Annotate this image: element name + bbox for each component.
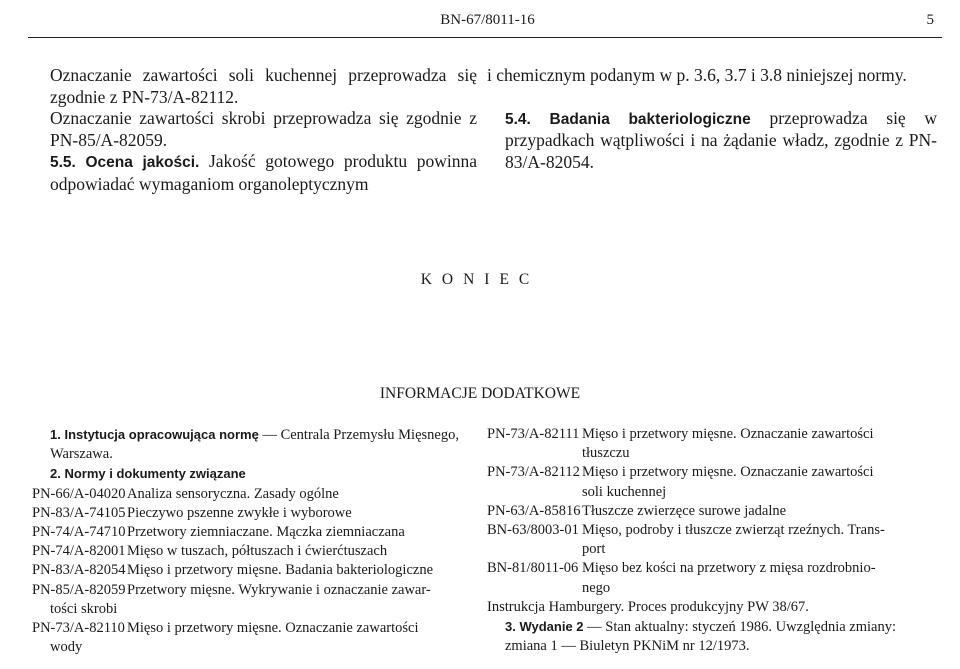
standard-entry	[487, 521, 937, 540]
standard-title: Mięso i przetwory mięsne. Badania bakteriologiczne	[127, 562, 434, 579]
standard-entry	[32, 485, 477, 504]
standard-code: PN-83/A-74105	[32, 504, 126, 521]
standard-title: Mięso i przetwory mięsne. Oznaczanie zawartości	[582, 426, 874, 442]
standard-code: PN-73/A-82112	[487, 464, 580, 481]
item-1-number: 1.	[50, 427, 61, 442]
header-rule	[28, 37, 942, 38]
standard-code: PN-74/A-74710	[32, 524, 126, 541]
standard-entry	[32, 542, 477, 561]
standards-list-right	[487, 425, 937, 598]
standard-title: Mięso i przetwory mięsne. Oznaczanie zawartości	[127, 620, 419, 637]
standard-title: Przetwory ziemniaczane. Mączka ziemniaczana	[127, 524, 405, 541]
item-1-text: — Centrala Przemysłu Mięsnego, Warszawa.	[50, 427, 459, 463]
starch-paragraph: Oznaczanie zawartości skrobi przeprowadza się zgodnie z PN-85/A-82059.	[50, 108, 477, 150]
standard-entry	[487, 502, 937, 521]
standard-title: Analiza sensoryczna. Zasady ogólne	[127, 485, 339, 502]
standard-entry	[32, 523, 477, 542]
standard-entry-continuation-row	[487, 579, 937, 598]
left-column-text	[32, 65, 477, 195]
standard-title: Przetwory mięsne. Wykrywanie i oznaczanie zawar-	[127, 581, 431, 598]
item-3-number: 3.	[505, 619, 516, 635]
section-5-5-number: 5.5.	[50, 154, 76, 171]
item-3-title: Wydanie 2	[519, 619, 584, 635]
standard-entry-continuation-row	[487, 540, 937, 559]
item-3-text: — Stan aktualny: styczeń 1986. Uwzględnia zmiany: zmiana 1 — Biuletyn PKNiM nr 12/1973.	[505, 619, 897, 655]
standard-title: Pieczywo pszenne zwykłe i wyborowe	[127, 504, 352, 521]
standard-entry	[32, 561, 477, 580]
standard-title-continuation: tłuszczu	[582, 445, 630, 462]
additional-info-title: INFORMACJE DODATKOWE	[379, 385, 581, 402]
document-code: BN-67/8011-16	[440, 12, 535, 28]
instruction-line: Instrukcja Hamburgery. Proces produkcyjny PW 38/67.	[487, 598, 809, 615]
standard-title-continuation: nego	[582, 579, 611, 596]
salt-paragraph: Oznaczanie zawartości soli kuchennej przeprowadza się zgodnie z PN-73/A-82112.	[50, 65, 477, 107]
standard-entry	[487, 559, 937, 578]
right-column-text	[487, 65, 937, 173]
standard-code: PN-83/A-82054	[32, 562, 126, 579]
standard-entry	[487, 463, 937, 482]
standard-code: PN-85/A-82059	[32, 581, 126, 598]
section-5-4-title: Badania bakteriologiczne	[549, 110, 751, 128]
standard-title-continuation: port	[582, 541, 606, 558]
item-1	[32, 425, 477, 464]
item-1-title: Instytucja opracowująca normę	[64, 427, 259, 442]
end-marker: KONIEC	[420, 271, 540, 288]
item-2	[32, 464, 477, 484]
standard-entry-continuation-row	[487, 444, 937, 463]
section-5-5	[32, 151, 477, 195]
item-2-title: Normy i dokumenty związane	[64, 466, 246, 482]
standard-title-continuation: wody	[50, 639, 83, 656]
standard-entry	[32, 504, 477, 523]
additional-info-right	[487, 425, 937, 656]
section-5-5-title: Ocena jakości.	[85, 154, 200, 171]
item-3	[487, 617, 937, 656]
standard-entry	[487, 425, 937, 444]
standard-entry-continuation-row	[487, 483, 937, 502]
section-5-4-number: 5.4.	[505, 110, 531, 128]
standard-code: PN-73/A-82111	[487, 426, 580, 442]
standard-title-continuation: soli kuchennej	[582, 483, 667, 500]
section-5-4-text: przeprowadza się w przypadkach wątpliwości i na żądanie władz, zgodnie z PN-83/A-82054.	[505, 107, 938, 172]
section-5-4	[487, 108, 937, 174]
page-number: 5	[926, 12, 934, 28]
standard-title: Mięso bez kości na przetwory z mięsa rozdrobnio-	[582, 560, 876, 577]
standard-title: Tłuszcze zwierzęce surowe jadalne	[582, 502, 787, 519]
additional-info-left	[32, 425, 477, 657]
chemical-paragraph: i chemicznym podanym w p. 3.6, 3.7 i 3.8 niniejszej normy.	[487, 65, 907, 85]
standards-list-left	[32, 485, 477, 658]
standard-code: PN-73/A-82110	[32, 620, 125, 637]
standard-code: PN-63/A-85816	[487, 502, 581, 519]
standard-code: PN-74/A-82001	[32, 543, 126, 560]
standard-entry	[32, 619, 477, 638]
standard-code: BN-81/8011-06	[487, 560, 579, 577]
standard-title: Mięso w tuszach, półtuszach i ćwierćtuszach	[127, 543, 388, 560]
standard-title-continuation: tości skrobi	[50, 600, 118, 617]
standard-code: BN-63/8003-01	[487, 522, 579, 539]
standard-title: Mięso, podroby i tłuszcze zwierząt rzeźnych. Trans-	[582, 522, 885, 539]
standard-title: Mięso i przetwory mięsne. Oznaczanie zawartości	[582, 464, 874, 481]
standard-entry	[32, 581, 477, 600]
item-2-number: 2.	[50, 466, 61, 482]
standard-code: PN-66/A-04020	[32, 485, 126, 502]
section-5-5-text: Jakość gotowego produktu powinna odpowiadać wymaganiom organoleptycznym	[50, 151, 478, 194]
